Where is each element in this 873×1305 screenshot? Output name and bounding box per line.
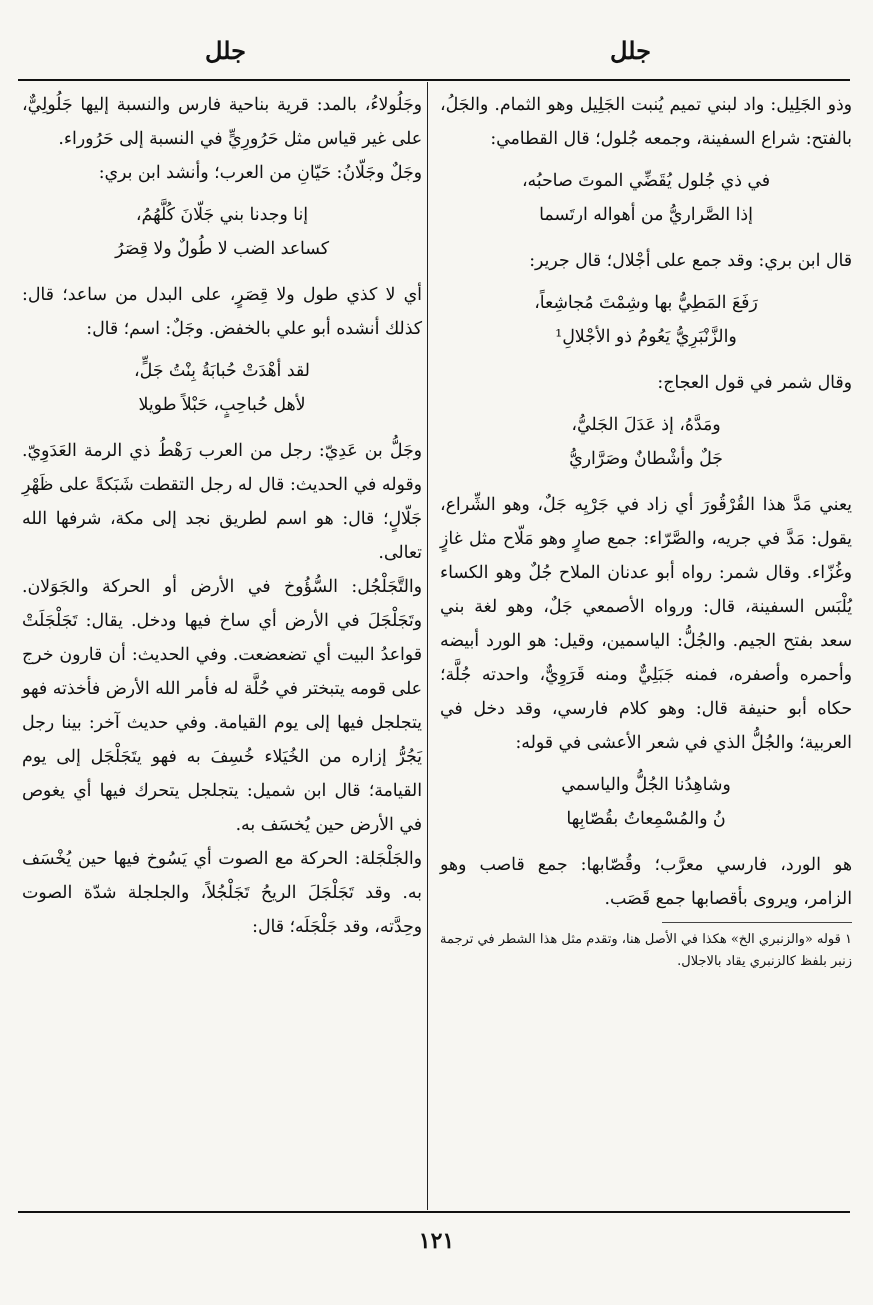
entry-paragraph: يعني مَدَّ هذا القُرْقُورَ أي زاد في جَرْيِه جَلٌ، وهو الشِّراع، يقول: مَدَّ في جريه، والصَّرّاء: جمع صارٍ وهو مَلّاح مثل غازٍ وغُزّاء. وقال شمر: رواه أبو عدنان الملاح جُلٌ وهو الكساء يُلْبَس السفينة، قال: ورواه الأصمعي جَلٌ، وهو لغة بني سعد بفتح الجيم. والجُلُّ: الياسمين، وقيل: هو الورد أبيضه وأحمره وأصفره، فمنه جَبَلِيٌّ ومنه قَرَوِيٌّ، واحدته جُلَّة؛ حكاه أبو حنيفة قال: وهو كلام فارسي، وقد دخل في العربية؛ والجُلُّ الذي في شعر الأعشى في قوله: <box>440 495 852 753</box>
verse-line: رَفَعَ المَطِيُّ بها وشِمْتَ مُجاشِعاً، <box>534 293 758 313</box>
running-head-right: جلل <box>610 36 651 65</box>
header-rule <box>18 79 850 81</box>
entry-paragraph: أي لا كذي طول ولا قِصَرٍ، على البدل من ساعد؛ قال: كذلك أنشده أبو علي بالخفض. وجَلٌ: اسم؛ قال: <box>22 285 422 339</box>
left-column <box>22 88 422 944</box>
entry-paragraph: هو الورد، فارسي معرَّب؛ وقُصّابها: جمع قاصب وهو الزامر، ويروى بأقصابها جمع قَصَب. <box>440 855 852 909</box>
entry-paragraph: وذو الجَلِيل: واد لبني تميم يُنبت الجَلِيل وهو الثمام. والجَلُ، بالفتح: شراع السفينة، وجمعه جُلول؛ قال القطامي: <box>440 95 852 149</box>
verse-line: إنا وجدنا بني جَلّانَ كُلَّهُمُ، <box>135 205 309 225</box>
entry-paragraph: وقال شمر في قول العجاج: <box>657 373 852 393</box>
right-column <box>440 88 852 973</box>
entry-paragraph: وجَلُّ بن عَدِيّ: رجل من العرب رَهْطُ ذي الرمة العَدَوِيّ. وقوله في الحديث: قال له رجل التقطت شَبَكةً على ظَهْرِ جَلّالٍ؛ قال: هو اسم لطريق نجد إلى مكة، شرفها الله تعالى. <box>22 441 422 563</box>
footer-rule <box>18 1211 850 1213</box>
verse-line: في ذي جُلول يُقَضِّي الموتَ صاحبُه، <box>521 171 771 191</box>
verse-block <box>440 164 852 232</box>
page-header <box>0 36 873 76</box>
verse-block <box>440 286 852 354</box>
verse-line: والزَّنْبَرِيُّ يَعُومُ ذو الأجْلالِ¹ <box>555 327 737 347</box>
verse-line: نُ والمُسْمِعاتُ بقُصّابِها <box>566 809 726 829</box>
entry-paragraph: والجَلْجَلة: الحركة مع الصوت أي يَسُوخ فيها حين يُخْسَف به. وقد تَجَلْجَلَ الريحُ تَجَلْجُلاً، والجلجلة شدّة الصوت وحِدَّته، وقد جَلْجَلَه؛ قال: <box>22 849 422 937</box>
verse-line: لأهل حُباحِبٍ، حَبْلاً طويلا <box>138 395 306 415</box>
verse-line: جَلٌ وأشْطانٌ وصَرَّاريُّ <box>569 449 723 469</box>
entry-paragraph: وجَلٌ وجَلّانُ: حَيّانِ من العرب؛ وأنشد ابن بري: <box>98 163 422 183</box>
verse-line: كساعد الضب لا طُولٌ ولا قِصَرُ <box>115 239 329 259</box>
verse-block <box>22 354 422 422</box>
verse-block <box>440 768 852 836</box>
footnote-rule <box>662 922 852 923</box>
entry-paragraph: والتَّجَلْجُل: السُّؤُوخ في الأرض أو الحركة والجَوَلان. وتَجَلْجَلَ في الأرض أي ساخ فيها ودخل. يقال: تَجَلْجَلَتْ قواعدُ البيت أي تضعضعت. وفي الحديث: أن قارون خرج على قومه يتبختر في حُلَّة له فأمر الله الأرض فأخذته فهو يتجلجل فيها إلى يوم القيامة. وفي حديث آخر: بينا رجل يَجُرُّ إزاره من الخُيَلاء خُسِفَ به فهو يتَجَلْجَل إلى يوم القيامة؛ قال ابن شميل: يتجلجل يتحرك فيها أي يغوص في الأرض حين يُخسَف به. <box>22 577 422 835</box>
entry-paragraph: قال ابن بري: وقد جمع على أجْلال؛ قال جرير: <box>529 251 852 271</box>
verse-line: وشاهِدُنا الجُلُّ والياسمي <box>561 775 731 795</box>
entry-paragraph: وجَلُولاءُ، بالمد: قرية بناحية فارس والنسبة إليها جَلُولِيٌّ، على غير قياس مثل حَرُورِيٍّ في النسبة إلى حَرُوراء. <box>22 95 422 149</box>
page-number: ١٢١ <box>418 1228 455 1254</box>
verse-block <box>440 408 852 476</box>
verse-line: إذا الصَّراريُّ من أهواله ارتَسما <box>539 205 753 225</box>
verse-line: لقد أهْدَتْ حُبابَةُ بِنْتُ جَلٍّ، <box>134 361 310 381</box>
running-head-left: جلل <box>205 36 246 65</box>
verse-block <box>22 198 422 266</box>
footnote: ١ قوله «والزنبري الخ» هكذا في الأصل هنا، وتقدم مثل هذا الشطر في ترجمة زنبر بلفظ كالزنبري يقاد بالاجلال. <box>440 932 852 969</box>
verse-line: ومَدَّهُ، إذ عَدَلَ الجَليُّ، <box>571 415 721 435</box>
column-divider <box>427 82 428 1210</box>
